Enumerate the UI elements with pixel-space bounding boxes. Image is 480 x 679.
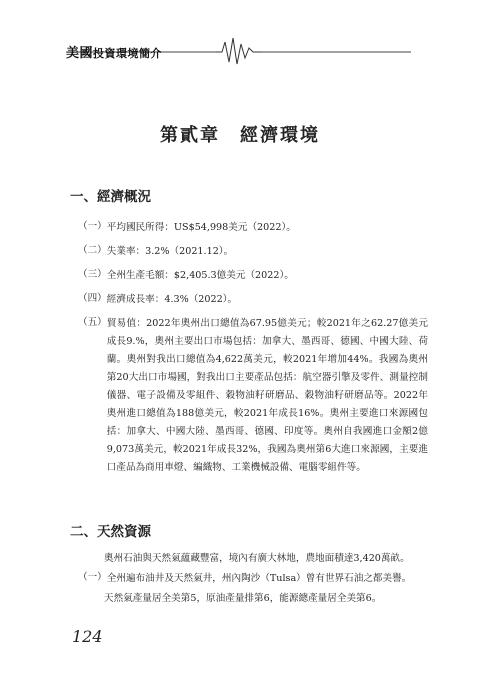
item-text: 平均國民所得：US$54,998美元（2022）。 bbox=[106, 222, 296, 233]
item-number: （二） bbox=[78, 245, 107, 256]
item-number: （一） bbox=[78, 221, 107, 232]
list-item bbox=[78, 243, 428, 261]
list-item bbox=[78, 219, 428, 237]
running-header bbox=[66, 28, 426, 68]
chapter-title: 第貳章 經濟環境 bbox=[160, 125, 320, 146]
section-heading-resources: 二、天然資源 bbox=[70, 524, 151, 540]
item-text: 全州遍布油井及天然氣井，州內陶沙（Tulsa）曾有世界石油之都美譽。 bbox=[106, 573, 412, 584]
economy-list bbox=[78, 219, 428, 483]
header-title-main: 美國 bbox=[66, 46, 94, 61]
item-text: 全州生產毛額：$2,405.3億美元（2022）。 bbox=[106, 270, 294, 281]
list-item bbox=[78, 315, 428, 477]
item-number: （四） bbox=[78, 293, 107, 304]
page-number: 124 bbox=[72, 627, 103, 646]
list-item bbox=[78, 291, 428, 309]
section-heading-economy: 一、經濟概況 bbox=[70, 189, 151, 205]
item-text: 貿易值：2022年奧州出口總值為67.95億美元；較2021年之62.27億美元成長9.%，奧州主要出口市場包括：加拿大、墨西哥、德國、中國大陸、荷蘭。奧州對我出口總值為4,622萬美元，較2021年增加44%。我國為奧州第20大出口市場國，對我出口主要產品包括：航空器引擎及零件、測量控制儀器、電子設備及零組件、穀物油籽研磨品、穀物油籽研磨品等。2022年奧州進口總值為188億美元，較2021年成長16%。奧州主要進口來源國包括：加拿大、中國大陸、墨西哥、德國、印度等。奧州自我國進口金額2億9,073萬美元，較2021年成長32%，我國為奧州第6大進口來源國，主要進口產品為商用車燈、編織物、工業機械設備、電腦零組件等。 bbox=[106, 318, 428, 473]
item-text: 失業率：3.2%（2021.12）。 bbox=[106, 246, 234, 257]
resources-intro: 奧州石油與天然氣蘊藏豐富，境內有廣大林地，農地面積達3,420萬畝。 bbox=[104, 553, 410, 564]
item-text: 經濟成長率：4.3%（2022）。 bbox=[106, 294, 238, 305]
header-title bbox=[66, 42, 162, 61]
item-number: （三） bbox=[78, 269, 107, 280]
list-item bbox=[78, 267, 428, 285]
header-title-sub: 投資環境簡介 bbox=[93, 47, 163, 60]
item-number: （五） bbox=[78, 317, 107, 328]
resources-continuation: 天然氣產量居全美第5，原油產量排第6，能源總產量居全美第6。 bbox=[104, 593, 382, 604]
item-number: （一） bbox=[78, 572, 107, 583]
list-item bbox=[78, 570, 428, 588]
